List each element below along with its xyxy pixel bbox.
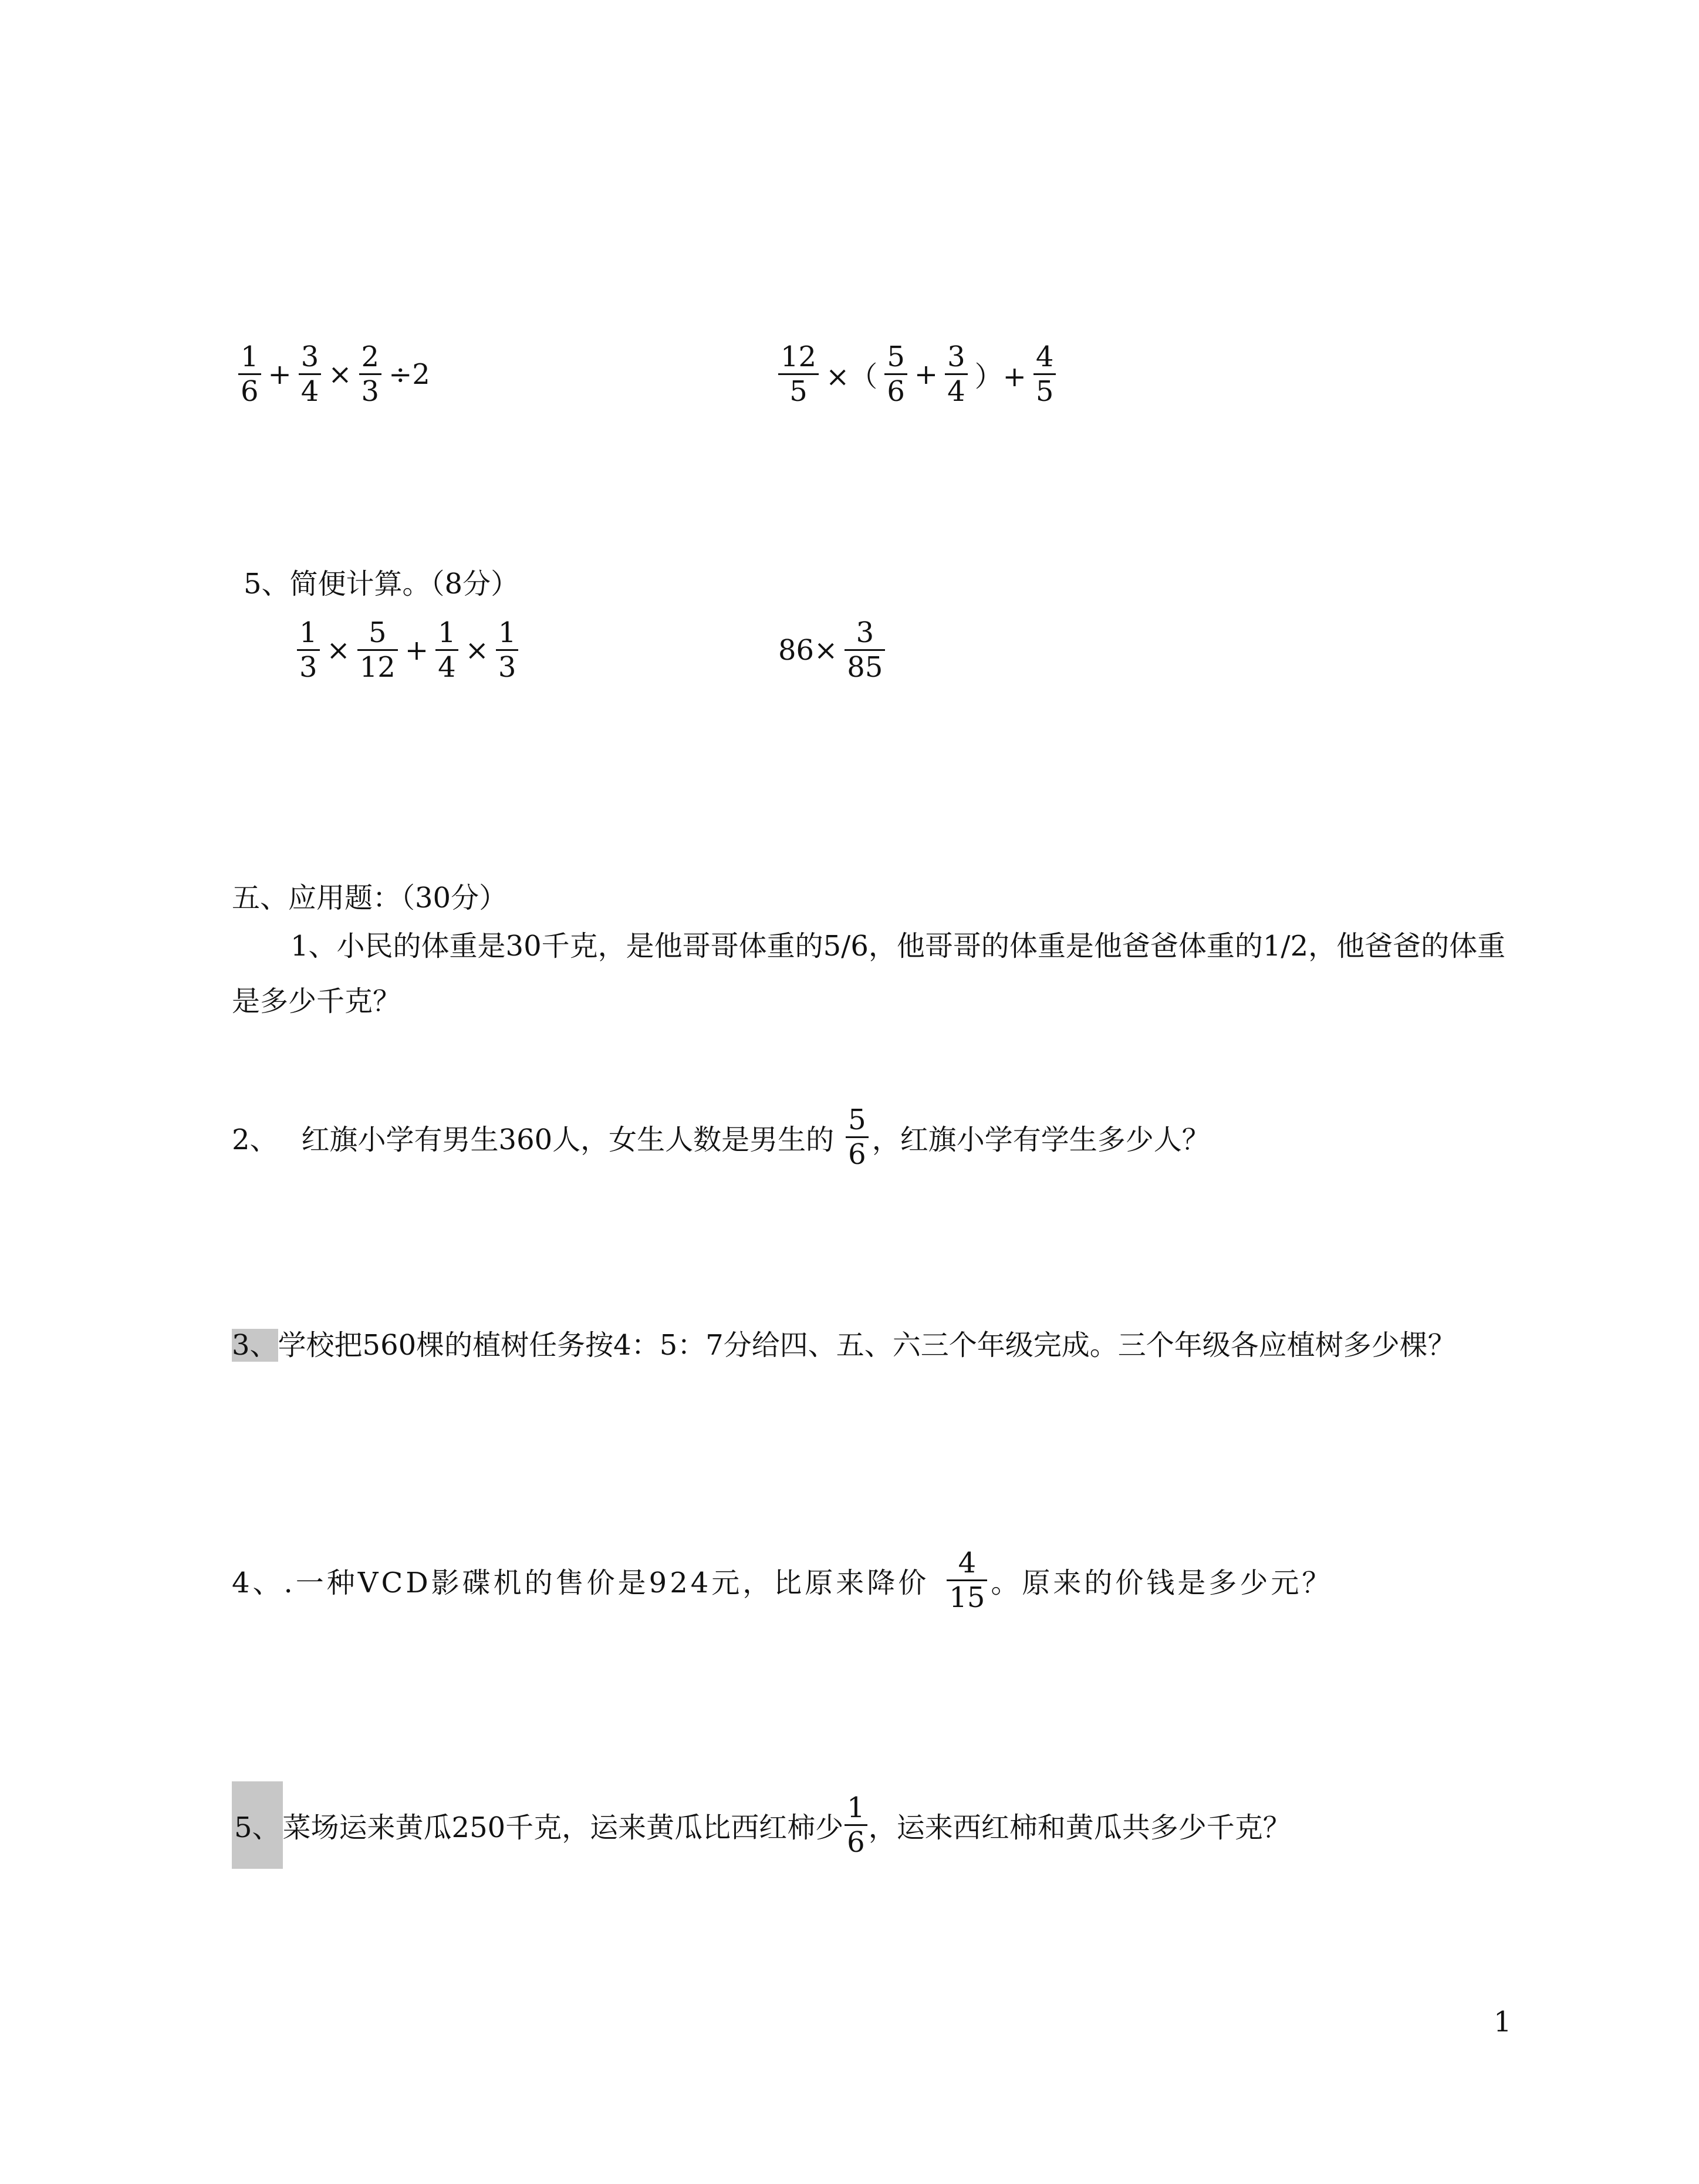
question-4-text: 4、.一种VCD影碟机的售价是924元，比原来降价	[232, 1567, 930, 1599]
question-2	[232, 1103, 1210, 1171]
simplify-expression-right	[775, 616, 889, 684]
fraction: $\frac{1}{6}$	[845, 1791, 867, 1859]
fraction: $\frac{3}{4}$	[945, 340, 968, 408]
operator: ×	[328, 357, 352, 391]
page-number: 1	[1494, 2006, 1512, 2038]
simplify-expression-left	[293, 616, 522, 684]
operator: +	[914, 357, 938, 391]
question-5-text-end: ，运来西红柿和黄瓜共多少千克？	[868, 1811, 1291, 1844]
fraction: $\frac{4}{15}$	[947, 1547, 987, 1614]
fraction: $\frac{1}{3}$	[297, 616, 320, 684]
question-2-text-end: ，红旗小学有学生多少人？	[872, 1123, 1210, 1156]
operator: ÷2	[389, 357, 430, 391]
question-4	[232, 1547, 1333, 1614]
expression-left	[235, 340, 434, 408]
fraction: $\frac{1}{6}$	[238, 340, 261, 408]
applied-heading: 五、应用题：（30分）	[232, 882, 508, 914]
operator: +	[268, 357, 292, 391]
operator: 86×	[778, 633, 838, 667]
question-3-text: 学校把560棵的植树任务按4：5：7分给四、五、六三个年级完成。三个年级各应植树多少棵？	[278, 1329, 1456, 1362]
question-1-text: 1、小民的体重是30千克，是他哥哥体重的5/6，他哥哥的体重是他爸爸体重的1/2，他爸爸的体重是多少千克？	[232, 930, 1506, 1018]
simplify-heading: 5、简便计算。（8分）	[244, 568, 519, 600]
expression-right	[775, 340, 1059, 408]
fraction: $\frac{5}{6}$	[846, 1103, 869, 1171]
operator: +	[404, 633, 429, 667]
fraction: $\frac{3}{4}$	[299, 340, 322, 408]
fraction: $\frac{5}{6}$	[884, 340, 907, 408]
fraction: $\frac{3}{85}$	[845, 616, 885, 684]
question-number-highlight: 5、	[232, 1781, 283, 1869]
question-number-highlight: 3、	[232, 1329, 278, 1362]
operator: ）+	[974, 360, 1026, 393]
operator: ×	[465, 633, 489, 667]
fraction: $\frac{4}{5}$	[1033, 340, 1056, 408]
question-2-text: 红旗小学有男生360人，女生人数是男生的	[301, 1123, 835, 1156]
question-5	[232, 1781, 1291, 1869]
operator: ×	[326, 633, 350, 667]
question-5-text: 菜场运来黄瓜250千克，运来黄瓜比西红柿少	[282, 1811, 844, 1844]
fraction: $\frac{12}{5}$	[778, 340, 819, 408]
operator: ×（	[826, 360, 878, 393]
question-number: 2、	[232, 1123, 278, 1156]
fraction: $\frac{1}{4}$	[435, 616, 458, 684]
fraction: $\frac{1}{3}$	[496, 616, 519, 684]
question-4-text-end: 。原来的价钱是多少元？	[991, 1567, 1333, 1599]
fraction: $\frac{2}{3}$	[359, 340, 382, 408]
question-3	[232, 1328, 1456, 1363]
question-1	[232, 919, 1511, 1029]
fraction: $\frac{5}{12}$	[357, 616, 398, 684]
